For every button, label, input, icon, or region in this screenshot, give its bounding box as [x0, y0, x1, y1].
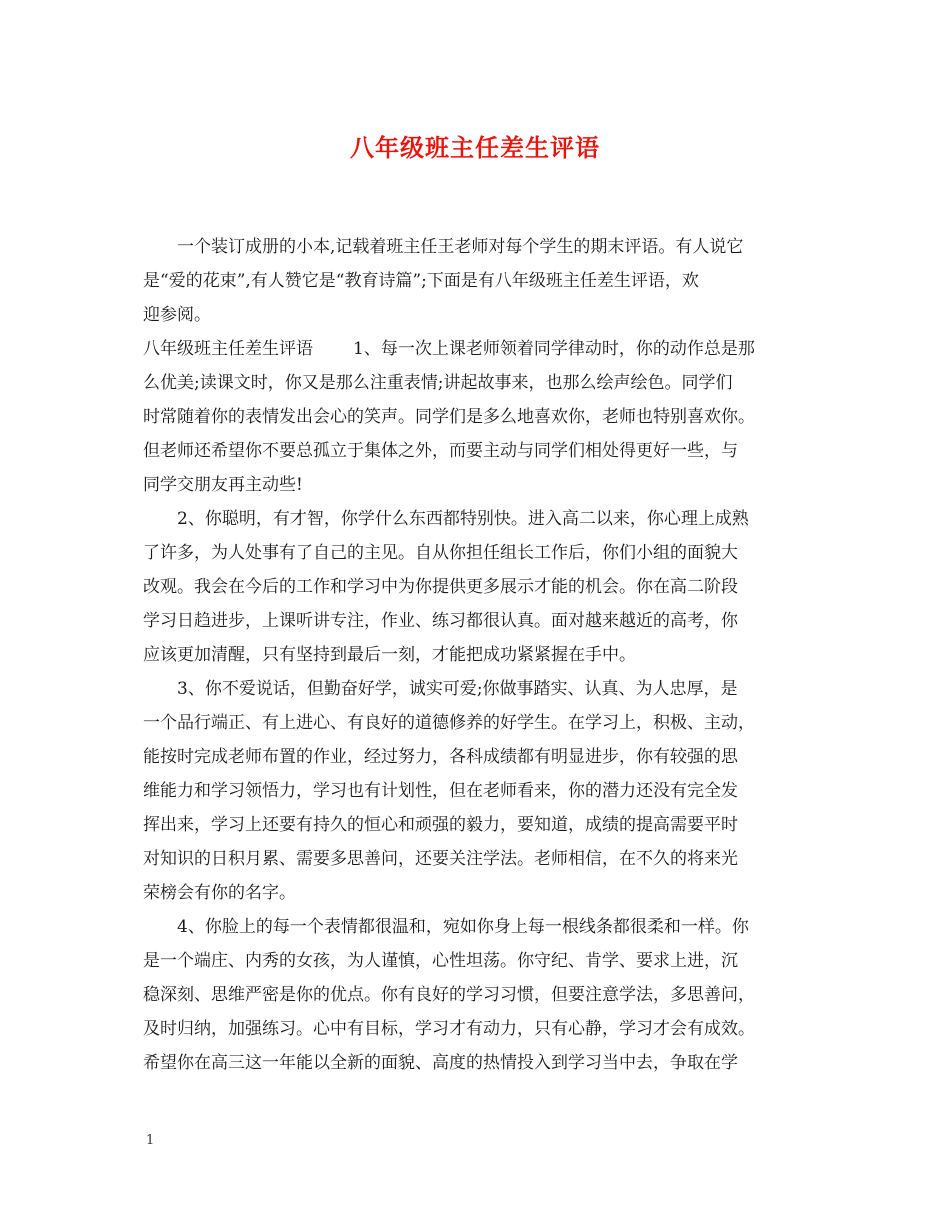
page-number: 1	[146, 1133, 155, 1148]
document-body	[143, 230, 823, 1080]
text-line: 学习日趋进步，上课听讲专注，作业、练习都很认真。面对越来越近的高考，你	[143, 611, 738, 631]
text-line: 应该更加清醒，只有坚持到最后一刻，才能把成功紧紧握在手中。	[143, 645, 636, 665]
text-line: 一个装订成册的小本,记载着班主任王老师对每个学生的期末评语。有人说它	[177, 237, 744, 257]
text-line: 迎参阅。	[143, 305, 211, 325]
text-line: 荣榜会有你的名字。	[143, 883, 296, 903]
text-line: 挥出来，学习上还要有持久的恒心和顽强的毅力，要知道，成绩的提高需要平时	[143, 815, 738, 835]
text-segment: 1、每一次上课老师领着同学律动时，你的动作总是那	[353, 339, 755, 359]
inline-heading: 八年级班主任差生评语	[143, 339, 313, 359]
text-line: 同学交朋友再主动些!	[143, 475, 303, 495]
text-line-with-heading	[143, 332, 823, 366]
text-line: 2、你聪明，有才智，你学什么东西都特别快。进入高二以来，你心理上成熟	[177, 509, 749, 529]
text-line: 稳深刻、思维严密是你的优点。你有良好的学习习惯，但要注意学法，多思善问，	[143, 985, 755, 1005]
text-line: 时常随着你的表情发出会心的笑声。同学们是多么地喜欢你，老师也特别喜欢你。	[143, 407, 755, 427]
text-line: 么优美;读课文时，你又是那么注重表情;讲起故事来，也那么绘声绘色。同学们	[143, 373, 733, 393]
text-line: 改观。我会在今后的工作和学习中为你提供更多展示才能的机会。你在高二阶段	[143, 577, 738, 597]
text-line: 是“爱的花束”,有人赞它是“教育诗篇”;下面是有八年级班主任差生评语，欢	[143, 271, 699, 291]
document-title: 八年级班主任差生评语	[350, 133, 600, 162]
text-line: 但老师还希望你不要总孤立于集体之外，而要主动与同学们相处得更好一些，与	[143, 441, 738, 461]
text-line: 是一个端庄、内秀的女孩，为人谨慎，心性坦荡。你守纪、肯学、要求上进，沉	[143, 951, 738, 971]
text-line: 希望你在高三这一年能以全新的面貌、高度的热情投入到学习当中去，争取在学	[143, 1053, 738, 1073]
text-line: 对知识的日积月累、需要多思善问，还要关注学法。老师相信，在不久的将来光	[143, 849, 738, 869]
text-line: 维能力和学习领悟力，学习也有计划性，但在老师看来，你的潜力还没有完全发	[143, 781, 738, 801]
text-line: 了许多，为人处事有了自己的主见。自从你担任组长工作后，你们小组的面貌大	[143, 543, 738, 563]
text-line: 能按时完成老师布置的作业，经过努力，各科成绩都有明显进步，你有较强的思	[143, 747, 738, 767]
text-line: 一个品行端正、有上进心、有良好的道德修养的好学生。在学习上，积极、主动，	[143, 713, 755, 733]
text-line: 及时归纳，加强练习。心中有目标，学习才有动力，只有心静，学习才会有成效。	[143, 1019, 755, 1039]
text-line: 3、你不爱说话，但勤奋好学，诚实可爱;你做事踏实、认真、为人忠厚，是	[177, 679, 738, 699]
text-line: 4、你脸上的每一个表情都很温和，宛如你身上每一根线条都很柔和一样。你	[177, 917, 749, 937]
